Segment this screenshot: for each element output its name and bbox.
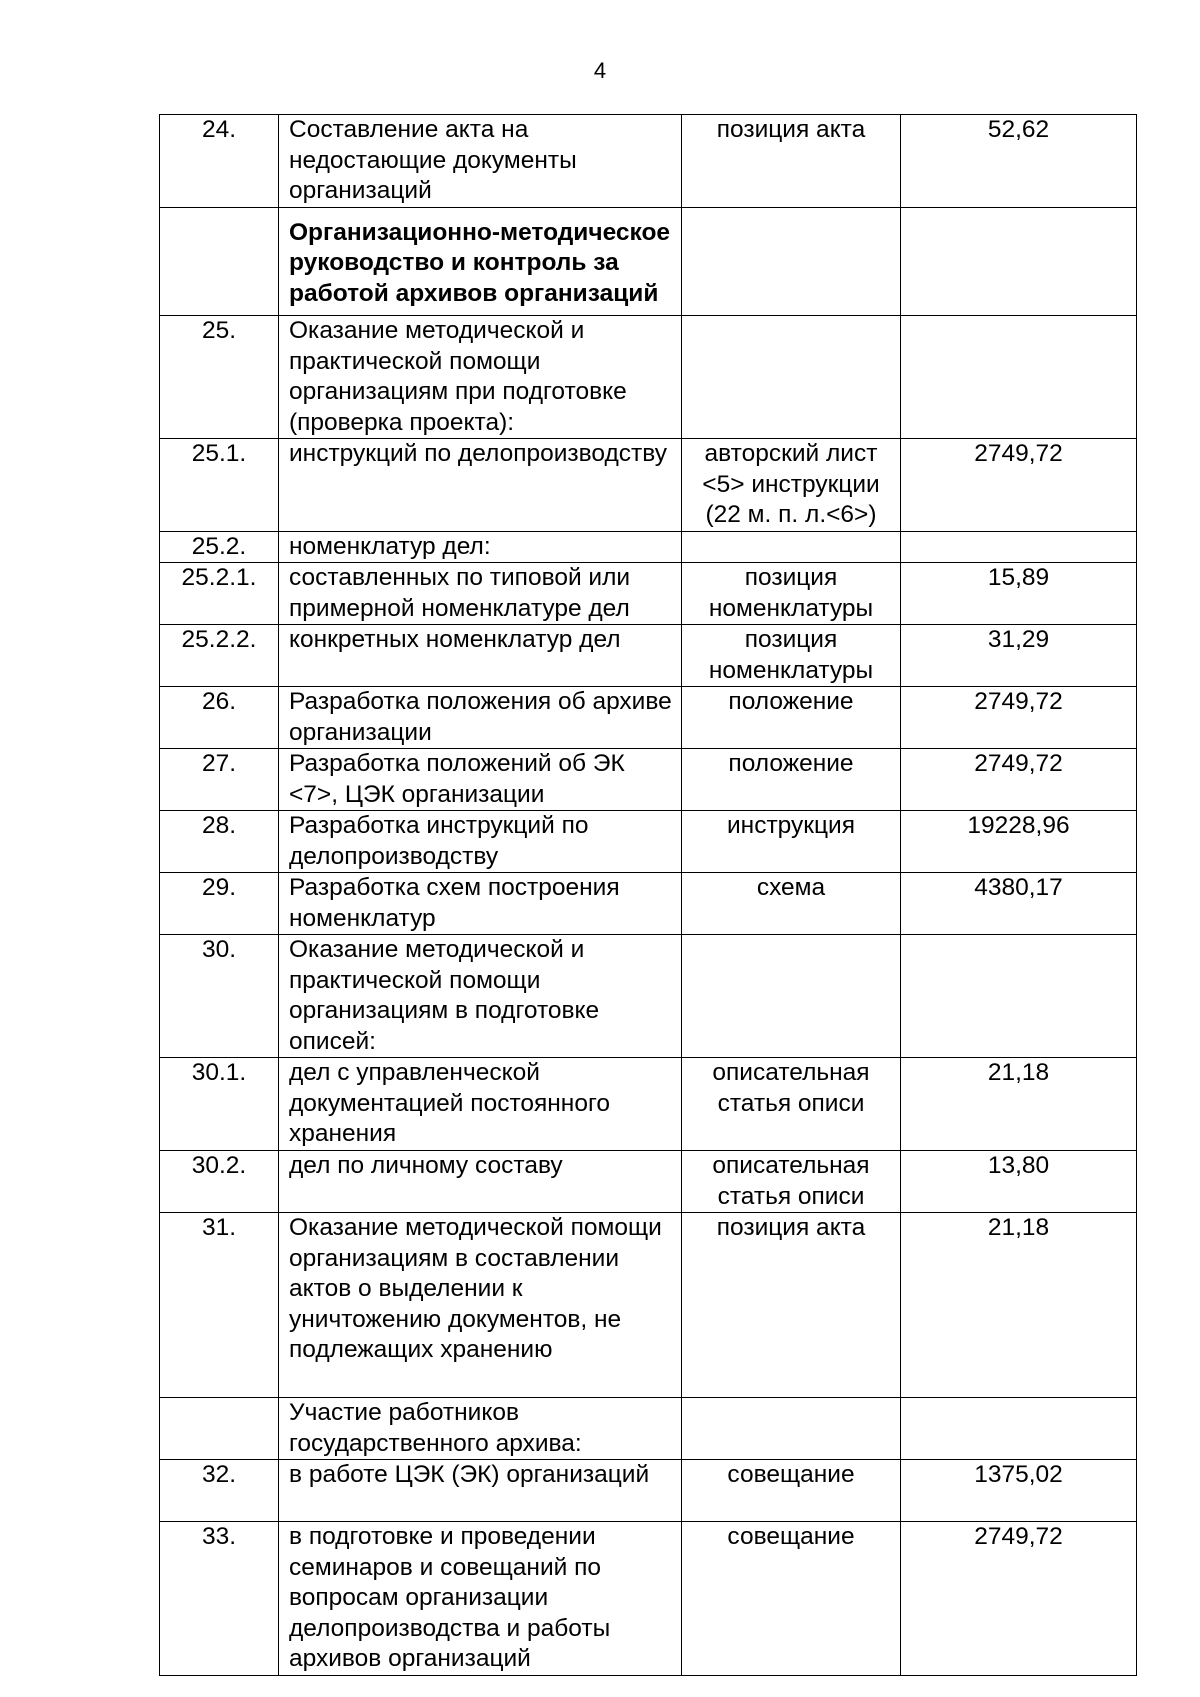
service-name-cell: составленных по типовой или примерной номенклатуре дел [279,563,682,625]
service-name-cell: дел с управленческой документацией постоянного хранения [279,1058,682,1151]
service-name-cell: Организационно-методическое руководство и контроль за работой архивов организаций [279,207,682,316]
unit-cell [682,207,901,316]
unit-cell: позиция номенклатуры [682,563,901,625]
row-number-cell: 31. [160,1213,279,1398]
service-name-cell: Разработка инструкций по делопроизводству [279,811,682,873]
table-row [160,873,1137,935]
row-number-cell: 27. [160,749,279,811]
service-name-cell: конкретных номенклатур дел [279,625,682,687]
price-cell: 31,29 [901,625,1137,687]
table-row [160,563,1137,625]
service-name-cell: в работе ЦЭК (ЭК) организаций [279,1460,682,1522]
price-cell [901,207,1137,316]
row-number-cell [160,1398,279,1460]
page-number: 4 [593,58,607,83]
unit-cell: положение [682,687,901,749]
table-row [160,935,1137,1058]
table-row [160,1398,1137,1460]
price-cell: 21,18 [901,1213,1137,1398]
price-cell: 1375,02 [901,1460,1137,1522]
table-row [160,115,1137,208]
unit-cell: позиция номенклатуры [682,625,901,687]
row-number-cell: 28. [160,811,279,873]
service-name-cell: Составление акта на недостающие документы организаций [279,115,682,208]
unit-cell: описательная статья описи [682,1151,901,1213]
row-number-cell: 25. [160,316,279,439]
table-row [160,1151,1137,1213]
table-row [160,1522,1137,1676]
service-name-cell: Участие работников государственного архива: [279,1398,682,1460]
unit-cell: инструкция [682,811,901,873]
table-row [160,1213,1137,1398]
row-number-cell: 25.1. [160,439,279,532]
section-header-row [160,207,1137,316]
row-number-cell: 30.1. [160,1058,279,1151]
table-row [160,531,1137,563]
row-number-cell: 32. [160,1460,279,1522]
price-cell: 13,80 [901,1151,1137,1213]
table-row [160,316,1137,439]
row-number-cell: 30. [160,935,279,1058]
unit-cell: схема [682,873,901,935]
service-name-cell: Оказание методической и практической помощи организациям в подготовке описей: [279,935,682,1058]
row-number-cell: 25.2.2. [160,625,279,687]
table-row [160,1460,1137,1522]
price-cell: 2749,72 [901,439,1137,532]
unit-cell: совещание [682,1460,901,1522]
unit-cell: описательная статья описи [682,1058,901,1151]
service-name-cell: Разработка положения об архиве организации [279,687,682,749]
tariff-table-body [160,115,1137,1676]
service-name-cell: Разработка положений об ЭК <7>, ЦЭК организации [279,749,682,811]
row-number-cell: 25.2. [160,531,279,563]
table-row [160,811,1137,873]
price-cell: 2749,72 [901,687,1137,749]
service-name-cell: инструкций по делопроизводству [279,439,682,532]
price-cell [901,935,1137,1058]
unit-cell [682,531,901,563]
price-cell: 19228,96 [901,811,1137,873]
price-cell: 2749,72 [901,749,1137,811]
row-number-cell: 25.2.1. [160,563,279,625]
tariff-table [159,114,1137,1676]
price-cell: 21,18 [901,1058,1137,1151]
table-row [160,1058,1137,1151]
service-name-cell: Оказание методической и практической помощи организациям при подготовке (проверка проекта): [279,316,682,439]
price-cell [901,1398,1137,1460]
unit-cell [682,316,901,439]
row-number-cell: 30.2. [160,1151,279,1213]
table-row [160,625,1137,687]
unit-cell [682,1398,901,1460]
price-cell: 52,62 [901,115,1137,208]
unit-cell: авторский лист <5> инструкции (22 м. п. л.<6>) [682,439,901,532]
price-cell [901,316,1137,439]
service-name-cell: номенклатур дел: [279,531,682,563]
row-number-cell [160,207,279,316]
price-cell [901,531,1137,563]
row-number-cell: 29. [160,873,279,935]
service-name-cell: в подготовке и проведении семинаров и совещаний по вопросам организации делопроизводства и работы архивов организаций [279,1522,682,1676]
row-number-cell: 26. [160,687,279,749]
unit-cell: позиция акта [682,115,901,208]
unit-cell [682,935,901,1058]
row-number-cell: 33. [160,1522,279,1676]
table-row [160,687,1137,749]
table-row [160,749,1137,811]
service-name-cell: дел по личному составу [279,1151,682,1213]
unit-cell: позиция акта [682,1213,901,1398]
unit-cell: совещание [682,1522,901,1676]
table-row [160,439,1137,532]
service-name-cell: Оказание методической помощи организациям в составлении актов о выделении к уничтожению документов, не подлежащих хранению [279,1213,682,1398]
row-number-cell: 24. [160,115,279,208]
price-cell: 4380,17 [901,873,1137,935]
unit-cell: положение [682,749,901,811]
price-cell: 2749,72 [901,1522,1137,1676]
price-cell: 15,89 [901,563,1137,625]
service-name-cell: Разработка схем построения номенклатур [279,873,682,935]
